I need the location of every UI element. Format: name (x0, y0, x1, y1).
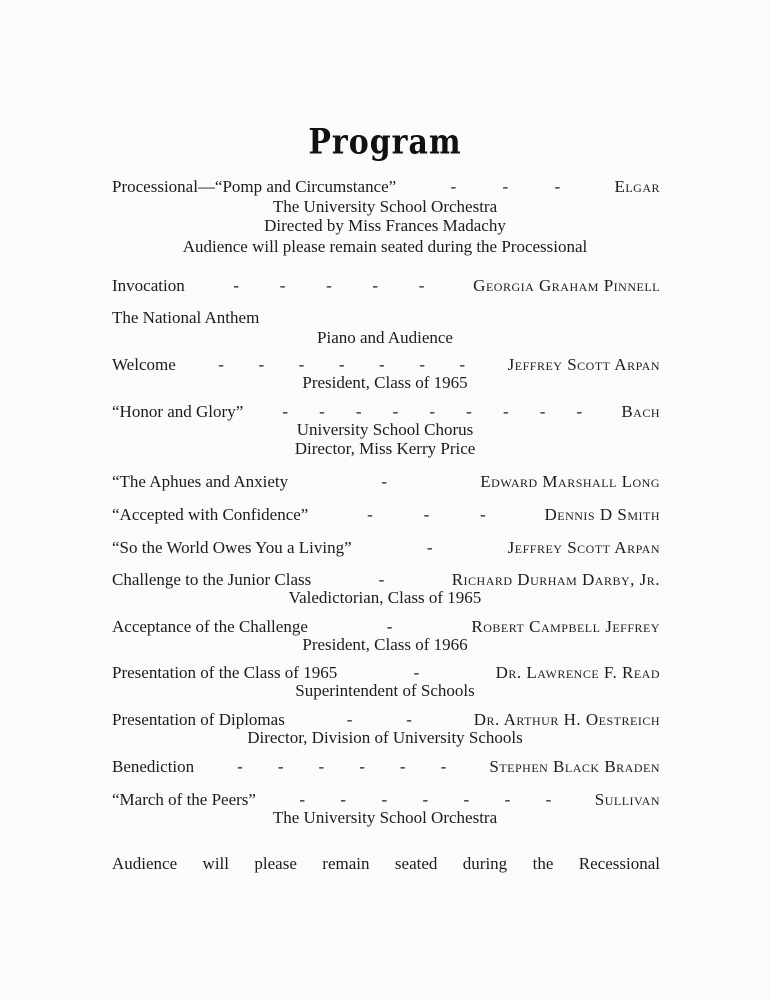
item-performer: Georgia Graham Pinnell (473, 276, 660, 295)
dash-leader: - - - (450, 177, 561, 196)
item-title: “March of the Peers” (112, 790, 256, 809)
dash-leader: - (386, 617, 393, 636)
item-title: The National Anthem (112, 308, 260, 327)
item-performer: Edward Marshall Long (480, 472, 660, 491)
program-item (112, 504, 660, 526)
item-subtitle: The University School Orchestra (272, 197, 498, 216)
item-title: Acceptance of the Challenge (112, 617, 308, 636)
item-title: Presentation of the Class of 1965 (112, 663, 338, 682)
program-item (112, 307, 660, 329)
item-subtitle: Piano and Audience (317, 328, 453, 347)
closing-note (112, 853, 660, 875)
item-performer: Jeffrey Scott Arpan (507, 355, 660, 374)
dash-leader: - - - (367, 505, 486, 524)
item-subtitle: President, Class of 1965 (302, 373, 468, 392)
dash-leader: - (426, 538, 433, 557)
item-subtitle: President, Class of 1966 (302, 635, 468, 654)
item-performer: Jeffrey Scott Arpan (507, 538, 660, 557)
item-title: “Honor and Glory” (112, 402, 244, 421)
dash-leader: - (378, 570, 385, 589)
program-item (112, 756, 660, 778)
item-subtitle: Directed by Miss Frances Madachy (264, 216, 506, 235)
program-item (112, 176, 660, 198)
dash-leader: - - (346, 710, 412, 729)
item-subtitle: Superintendent of Schools (295, 681, 475, 700)
item-title: Presentation of Diplomas (112, 710, 285, 729)
item-performer: Elgar (614, 177, 660, 196)
program-item (112, 471, 660, 493)
item-performer: Robert Campbell Jeffrey (471, 617, 660, 636)
item-title: Welcome (112, 355, 176, 374)
item-subtitle: The University School Orchestra (272, 808, 498, 827)
closing-word: Recessional (578, 854, 660, 873)
dash-leader: - - - - - (233, 276, 425, 295)
processional-note: Audience will please remain seated during the Processional (182, 237, 588, 256)
program-item (112, 275, 660, 297)
closing-word: please (254, 854, 297, 873)
item-subtitle: Valedictorian, Class of 1965 (288, 588, 482, 607)
item-title: Challenge to the Junior Class (112, 570, 312, 589)
closing-word: Audience (112, 854, 178, 873)
item-performer: Dr. Lawrence F. Read (495, 663, 660, 682)
item-performer: Stephen Black Braden (489, 757, 660, 776)
item-performer: Bach (621, 402, 660, 421)
item-performer: Dr. Arthur H. Oestreich (473, 710, 660, 729)
item-subtitle: Director, Division of University Schools (247, 728, 523, 747)
item-subtitle: Director, Miss Kerry Price (294, 439, 476, 458)
program-item (112, 537, 660, 559)
closing-word: remain (322, 854, 370, 873)
dash-leader: - (381, 472, 388, 491)
item-title: Benediction (112, 757, 195, 776)
closing-word: will (202, 854, 229, 873)
item-title: Invocation (112, 276, 185, 295)
item-title: Processional—“Pomp and Circumstance” (112, 177, 397, 196)
item-subtitle: University School Chorus (296, 420, 474, 439)
page-title: Program (308, 122, 462, 163)
dash-leader: - - - - - - - - - (282, 402, 583, 421)
dash-leader: - - - - - - - (218, 355, 466, 374)
item-title: “The Aphues and Anxiety (112, 472, 289, 491)
closing-word: seated (394, 854, 438, 873)
dash-leader: - - - - - - - (299, 790, 552, 809)
closing-word: the (532, 854, 554, 873)
item-title: “Accepted with Confidence” (112, 505, 309, 524)
dash-leader: - - - - - - (237, 757, 447, 776)
item-performer: Dennis D Smith (544, 505, 660, 524)
item-performer: Richard Durham Darby, Jr. (451, 570, 660, 589)
closing-word: during (462, 854, 508, 873)
item-performer: Sullivan (594, 790, 660, 809)
item-title: “So the World Owes You a Living” (112, 538, 352, 557)
dash-leader: - (413, 663, 420, 682)
